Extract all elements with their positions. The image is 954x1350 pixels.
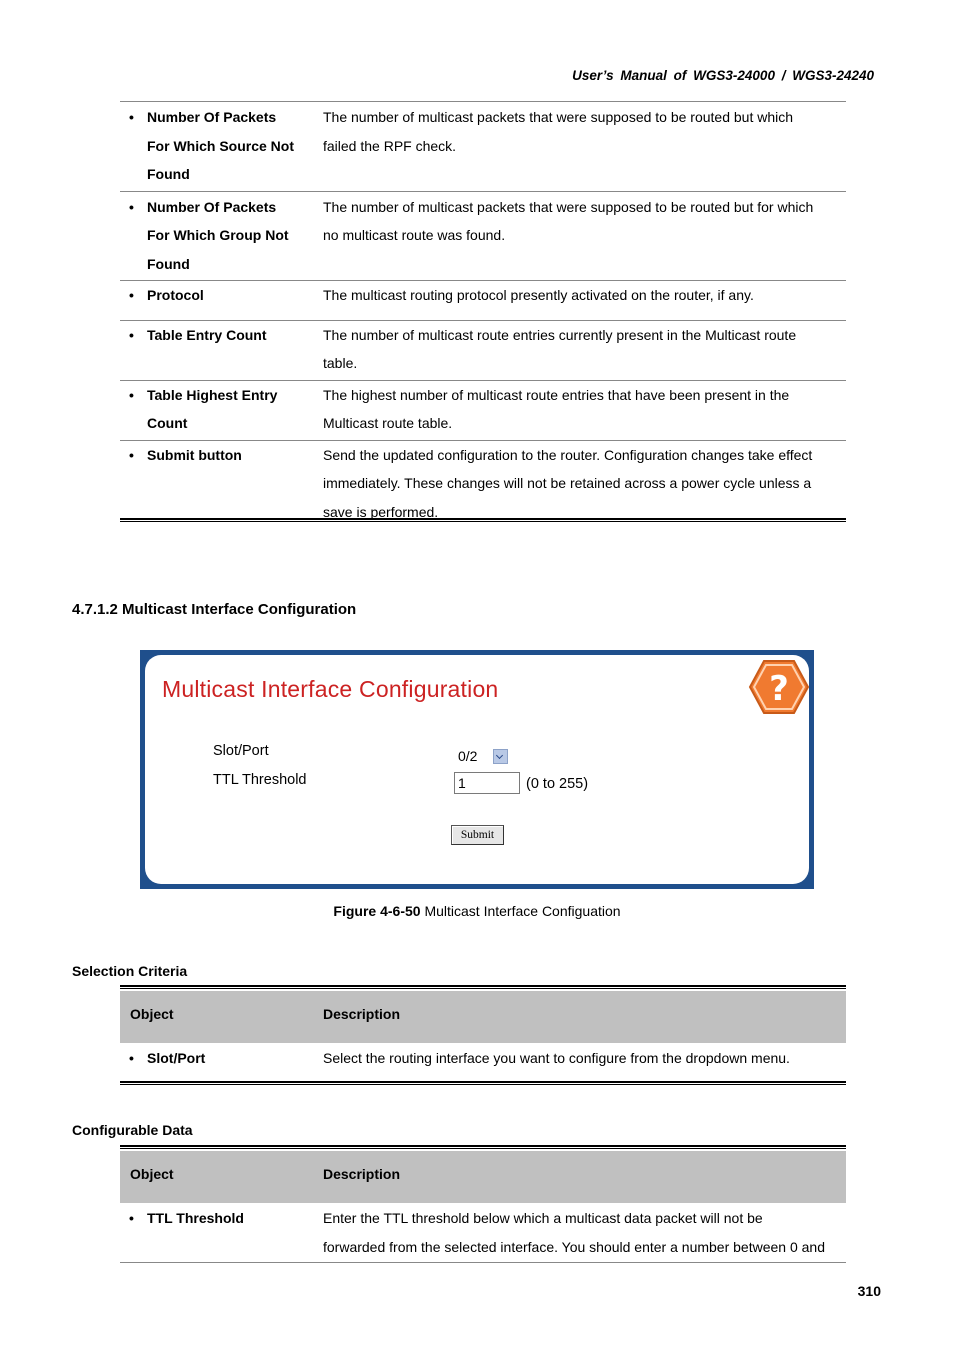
table-row	[120, 102, 846, 192]
svg-text:?: ?	[769, 669, 789, 709]
object-description	[323, 441, 846, 527]
table-bottom-rule	[120, 518, 846, 522]
object-description	[323, 381, 846, 438]
description-line: Select the routing interface you want to configure from the dropdown menu.	[323, 1050, 790, 1066]
chevron-down-icon[interactable]	[493, 749, 508, 764]
description-line: The highest number of multicast route entries that have been present in the	[323, 386, 790, 403]
configurable-data-heading: Configurable Data	[72, 1122, 193, 1138]
figure-caption-text: Multicast Interface Configuation	[424, 903, 621, 919]
object-name	[120, 321, 323, 350]
col-description: Description	[323, 1006, 401, 1022]
table-row	[120, 191, 846, 281]
object-line: • Number Of Packets	[147, 109, 277, 125]
object-name	[120, 1204, 323, 1233]
description-line: table.	[323, 355, 358, 371]
description-line: save is performed.	[323, 503, 439, 520]
object-line: Found	[147, 255, 190, 272]
object-description	[323, 281, 846, 310]
description-line: The multicast routing protocol presently activated on the router, if any.	[323, 287, 754, 303]
table-row	[120, 1204, 846, 1263]
object-line: • Table Entry Count	[147, 326, 267, 343]
description-line: The number of multicast packets that were supposed to be routed but which	[323, 109, 794, 125]
object-name	[120, 193, 323, 279]
selection-criteria-heading: Selection Criteria	[72, 963, 188, 979]
object-line: For Which Group Not	[147, 227, 289, 243]
slot-port-value: 0/2	[458, 748, 478, 764]
panel-title: Multicast Interface Configuration	[162, 676, 499, 702]
description-line: Multicast route table.	[323, 415, 453, 431]
object-line: • TTL Threshold	[147, 1210, 244, 1226]
object-line: • Submit button	[147, 446, 242, 463]
ttl-threshold-label: TTL Threshold	[213, 772, 307, 788]
description-line: The number of multicast packets that were supposed to be routed but for which	[323, 198, 814, 215]
object-name	[120, 103, 323, 189]
description-line: no multicast route was found.	[323, 227, 506, 243]
slot-port-select[interactable]	[458, 747, 510, 767]
configurable-data-table	[120, 1204, 846, 1263]
table-row	[120, 440, 846, 530]
object-description	[323, 193, 846, 250]
table-row	[120, 281, 846, 321]
help-question-icon[interactable]	[748, 659, 810, 715]
section-title: 4.7.1.2 Multicast Interface Configuration	[72, 601, 357, 618]
object-name	[120, 381, 323, 438]
description-line: Send the updated configuration to the router. Configuration changes take effect	[323, 446, 813, 463]
description-line: failed the RPF check.	[323, 137, 457, 154]
slot-port-label: Slot/Port	[213, 743, 269, 759]
description-line: Enter the TTL threshold below which a multicast data packet will not be	[323, 1210, 763, 1226]
selection-bottom-rule	[120, 1081, 846, 1085]
object-name	[120, 1044, 323, 1073]
description-line: The number of multicast route entries currently present in the Multicast route	[323, 326, 797, 343]
object-description	[323, 321, 846, 378]
object-name	[120, 441, 323, 470]
selection-criteria-table	[120, 1044, 846, 1074]
description-line: immediately. These changes will not be retained across a power cycle unless a	[323, 475, 812, 491]
configurable-top-rule	[120, 1145, 846, 1149]
col-object: Object	[130, 1166, 174, 1182]
config-panel	[145, 655, 809, 884]
object-description	[323, 1204, 846, 1261]
table-row	[120, 380, 846, 440]
figure-caption	[0, 903, 954, 919]
selection-top-rule	[120, 985, 846, 989]
ttl-range-hint: (0 to 255)	[526, 776, 589, 792]
object-line: • Table Highest Entry	[147, 386, 278, 403]
selection-header-row	[120, 991, 846, 1043]
configurable-header-row	[120, 1151, 846, 1203]
screenshot-frame	[140, 650, 814, 889]
description-line: forwarded from the selected interface. You should enter a number between 0 and	[323, 1238, 825, 1255]
ttl-threshold-input[interactable]	[454, 772, 520, 794]
submit-button[interactable]: Submit	[451, 825, 504, 845]
figure-label: Figure 4-6-50	[333, 903, 421, 919]
object-line: For Which Source Not	[147, 137, 294, 154]
top-object-table	[120, 101, 846, 530]
object-name	[120, 281, 323, 310]
table-row	[120, 320, 846, 380]
col-object: Object	[130, 1006, 174, 1022]
object-line: • Protocol	[147, 287, 204, 303]
object-line: Found	[147, 166, 190, 182]
page-header: User’s Manual of WGS3-24000 / WGS3-24240	[572, 68, 874, 83]
page-number: 310	[857, 1283, 881, 1299]
object-line: • Slot/Port	[147, 1050, 206, 1066]
table-row	[120, 1044, 846, 1074]
object-line: Count	[147, 415, 188, 431]
col-description: Description	[323, 1166, 401, 1182]
object-description	[323, 103, 846, 160]
object-line: • Number Of Packets	[147, 198, 277, 215]
object-description	[323, 1044, 846, 1073]
